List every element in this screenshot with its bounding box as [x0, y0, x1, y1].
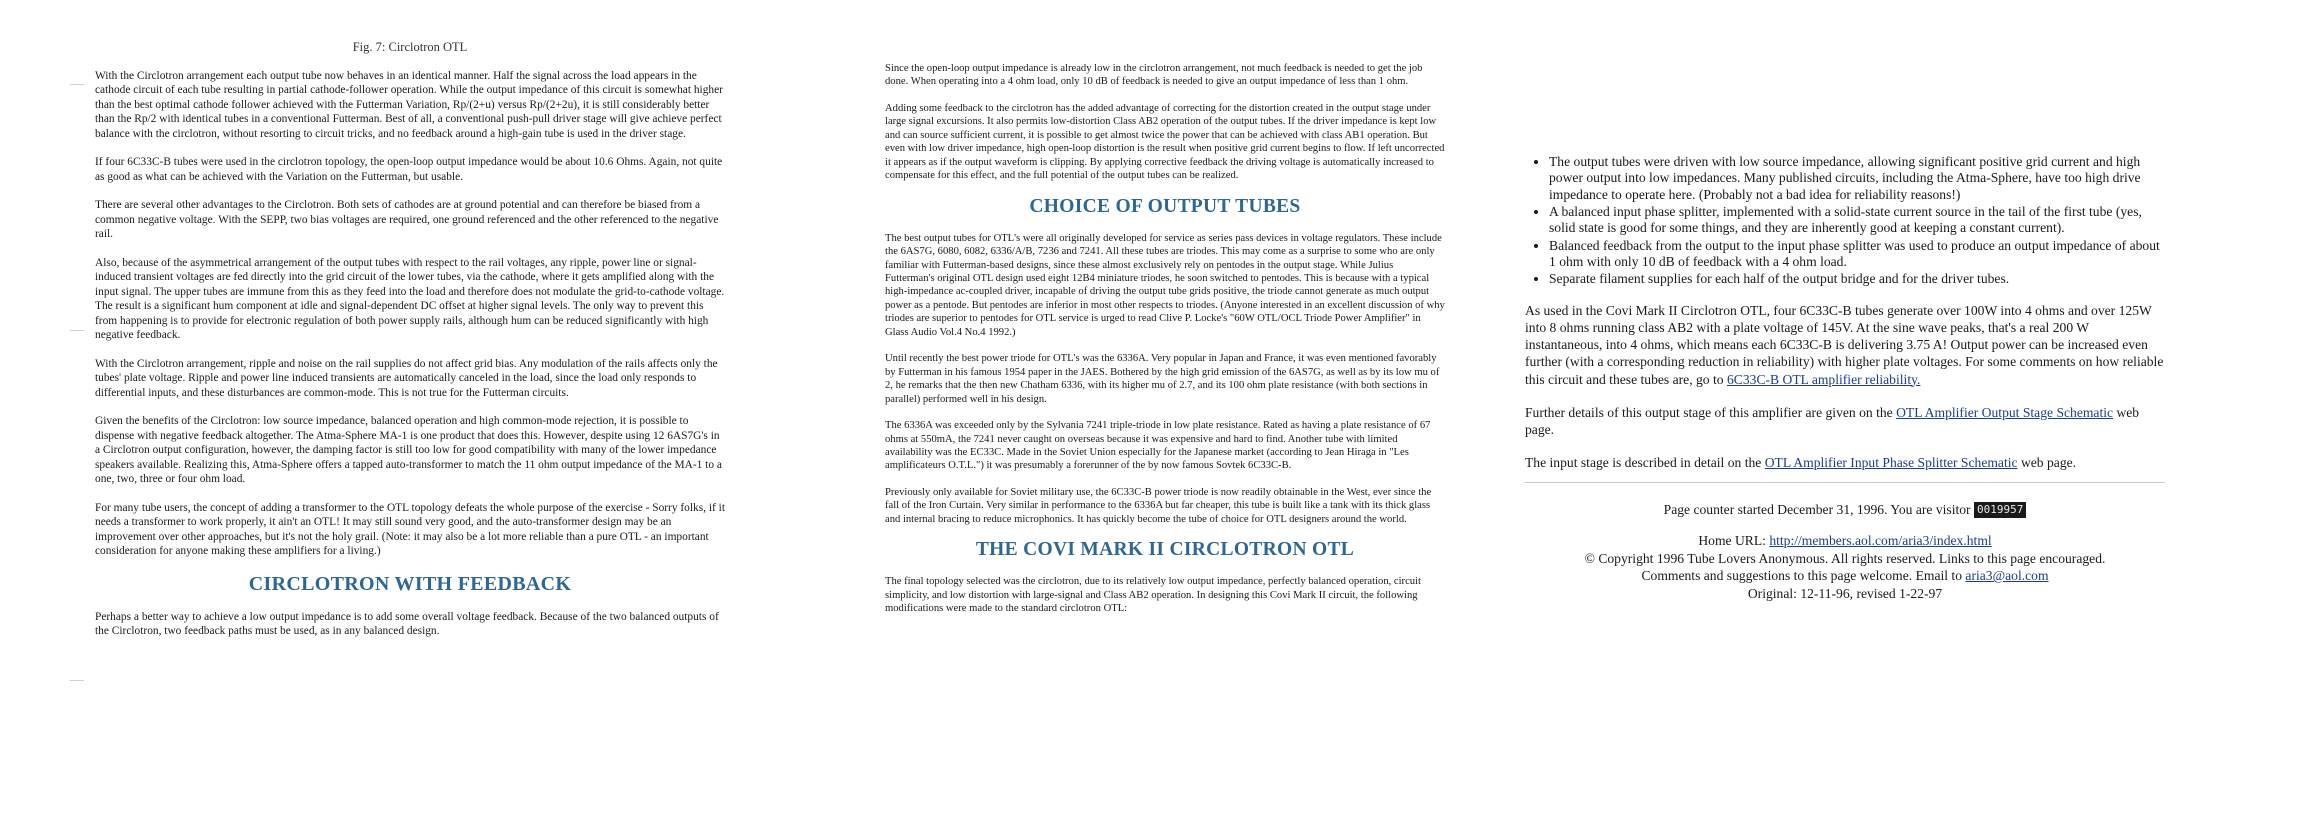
margin-mark — [70, 330, 84, 331]
paragraph — [1525, 454, 2165, 471]
paragraph-text: As used in the Covi Mark II Circlotron OTL, four 6C33C-B tubes generate over 100W into 4 ohms and over 125W into 8 ohms running class AB2 with a plate voltage of 145V. At the sine wave peaks, that's a real 200 W instantaneous, into 4 ohms, which means each 6C33C-B is delivering 3.75 A! Output power can be increased even further (with a corresponding reduction in reliability) with higher plate voltages. For some comments on how reliable this circuit and these tubes are, go to — [1525, 302, 2164, 387]
comments-line — [1525, 567, 2165, 584]
figure-caption: Fig. 7: Circlotron OTL — [352, 40, 468, 54]
section-heading: THE COVI MARK II CIRCLOTRON OTL — [975, 539, 1355, 561]
reliability-link[interactable]: 6C33C-B OTL amplifier reliability. — [1726, 371, 1921, 387]
list-item: • Balanced feedback from the output to the input phase splitter was used to produce an output impedance of about 1 ohm with only 10 dB of feedback with a 4 ohm load. — [1549, 238, 2165, 271]
paragraph: The 6336A was exceeded only by the Sylvania 7241 triple-triode in low plate resistance. Rated as having a plate resistance of 67 ohms at 550mA, the 7241 never caught on overseas because it was expensive and hard to find. Another tube with limited availability was the EC33C. Made in the Soviet Union especially for the Japanese market (according to Jean Hiraga in "Les amplificateurs O.T.L.") it was presumably a forerunner of the by now famous Sovtek 6C33C-B. — [885, 420, 1431, 472]
list-item: • A balanced input phase splitter, implemented with a solid-state current source in the tail of the first tube (yes, solid state is good for some things, and they are inherently good at keeping a constant current). — [1549, 204, 2165, 237]
paragraph: For many tube users, the concept of adding a transformer to the OTL topology defeats the whole purpose of the exercise - Sorry folks, if it needs a transformer to work properly, it ain't an OTL! It may still sound very good, and the auto-transformer design may be an improvement over other approaches, but it's not the holy grail. (Note: it may also be a lot more reliable than a pure OTL - an important consideration for anyone making these amplifiers for a living.) — [95, 501, 725, 558]
list-item: • Separate filament supplies for each half of the output bridge and for the driver tubes. — [1549, 271, 2165, 287]
paragraph: The final topology selected was the circlotron, due to its relatively low output impedance, perfectly balanced operation, circuit simplicity, and low distortion with large-signal and Class AB2 operation. In designing this Covi Mark II circuit, the following modifications were made to the standard circlotron OTL: — [885, 576, 1421, 615]
output-stage-schematic-link[interactable]: OTL Amplifier Output Stage Schematic — [1896, 404, 2114, 420]
column-left — [95, 0, 725, 653]
paragraph-text: web page. — [2017, 455, 2077, 471]
copyright-line: © Copyright 1996 Tube Lovers Anonymous. All rights reserved. Links to this page encouraged. — [1584, 550, 2106, 566]
home-url-line — [1525, 532, 2165, 549]
column-middle — [885, 62, 1445, 629]
paragraph: Previously only available for Soviet military use, the 6C33C-B power triode is now readily obtainable in the West, ever since the fall of the Iron Curtain. Very similar in performance to the 6336A but far cheaper, this tube is built like a tank with its thick glass and internal bracing to reduce microphonics. It has quickly become the tube of choice for OTL designers around the world. — [885, 486, 1432, 525]
paragraph-text: web page. — [1525, 404, 2140, 437]
paragraph — [1525, 302, 2165, 388]
modification-list — [1525, 154, 2165, 288]
paragraph: Also, because of the asymmetrical arrangement of the output tubes with respect to the rail voltages, any ripple, power line or signal-induced transient voltages are fed directly into the grid circuit of the lower tubes, via the cathode, where it gets amplified along with the input signal. The upper tubes are immune from this as they feed into the load and therefore does not modulate the grid-to-cathode voltage. The result is a significant hum component at idle and signal-dependent DC offset at higher signal levels. The only way to prevent this from happening is to provide for electronic regulation of both power supply rails, although hum can be reduced significantly with high negative feedback. — [95, 256, 725, 342]
email-link[interactable]: aria3@aol.com — [1965, 568, 2049, 584]
paragraph: The best output tubes for OTL's were all originally developed for service as series pass devices in voltage regulators. These include the 6AS7G, 6080, 6082, 6336/A/B, 7236 and 7241. All these tubes are triodes. This may come as a surprise to some who are only familiar with Futterman-based designs, since these almost exclusively rely on pentodes in the output stage. While Julius Futterman's original OTL design used eight 12B4 miniature triodes, he soon switched to pentodes. This is because with a typical high-impedance ac-coupled driver, incapable of driving the output tube grids positive, the triode cannot generate as much output power as a pentode. But pentodes are inferior in most other respects to triodes. (Anyone interested in an excellent discussion of why triodes are superior to pentodes for OTL service is urged to read Clive P. Locke's "60W OTL/OCL Triode Power Amplifier" in Glass Audio Vol.4 No.4 1992.) — [885, 232, 1445, 338]
paragraph: Until recently the best power triode for OTL's was the 6336A. Very popular in Japan and France, it was even mentioned favorably by Futterman in his famous 1954 paper in the JAES. Bothered by the high grid emission of the 6AS7G, as well as by its low mu of 2, he remarks that the then new Chatham 6336, with its higher mu of 2.7, and its 100 ohm plate resistance (with both sections in parallel) performed well in his design. — [885, 353, 1440, 405]
paragraph: Perhaps a better way to achieve a low output impedance is to add some overall voltage feedback. Because of the two balanced outputs of the Circlotron, two feedback paths must be used, as in any balanced design. — [95, 610, 719, 638]
divider — [1525, 482, 2165, 483]
paragraph: With the Circlotron arrangement each output tube now behaves in an identical manner. Half the signal across the load appears in the cathode circuit of each tube resulting in partial cathode-follower operation. While the output impedance of this circuit is somewhat higher than the best optimal cathode follower achieved with the Futterman Variation, Rp/(2+u) versus Rp/(2+2u), it is still considerably better than the Rp/2 with identical tubes in a conventional Futterman. Best of all, a conventional push-pull driver stage will give achieve perfect balance with the circlotron, without resorting to circuit tricks, and no feedback around a high-gain tube is used in the driver stage. — [95, 70, 723, 140]
original-date-line: Original: 12-11-96, revised 1-22-97 — [1747, 585, 1943, 601]
home-url-label: Home URL: — [1698, 533, 1770, 549]
paragraph: There are several other advantages to the Circlotron. Both sets of cathodes are at ground potential and can therefore be biased from a common negative voltage. With the SEPP, two bias voltages are required, one ground referenced and the other referenced to the negative rail. — [95, 199, 719, 241]
section-heading: CHOICE OF OUTPUT TUBES — [1029, 195, 1301, 217]
footer — [1525, 532, 2165, 602]
section-heading: CIRCLOTRON WITH FEEDBACK — [248, 572, 572, 595]
paragraph-text: Further details of this output stage of this amplifier are given on the — [1525, 404, 1893, 420]
paragraph: Given the benefits of the Circlotron: low source impedance, balanced operation and high common-mode rejection, it is possible to dispense with negative feedback altogether. The Atma-Sphere MA-1 is one product that does this. However, despite using 12 6AS7G's in a Circlotron output configuration, however, the damping factor is still too low for good compatibility with many of the lower impedance speakers available. Realizing this, Atma-Sphere offers a tapped auto-transformer to match the 11 ohm output impedance of the MA-1 to a one, two, three or four ohm load. — [95, 415, 722, 486]
paragraph — [1525, 404, 2165, 439]
visitor-counter: 0019957 — [1974, 502, 2026, 518]
margin-mark — [70, 680, 84, 681]
visitor-counter-line — [1525, 501, 2165, 519]
counter-text: Page counter started December 31, 1996. You are visitor — [1663, 501, 1971, 517]
input-phase-splitter-link[interactable]: OTL Amplifier Input Phase Splitter Schematic — [1764, 455, 2018, 471]
home-url-link[interactable]: http://members.aol.com/aria3/index.html — [1769, 533, 1992, 549]
paragraph: If four 6C33C-B tubes were used in the circlotron topology, the open-loop output impedance would be about 10.6 Ohms. Again, not quite as good as what can be achieved with the Variation on the Futterman, but usable. — [95, 156, 723, 183]
comments-text: Comments and suggestions to this page welcome. Email to — [1641, 568, 1966, 584]
list-item: • The output tubes were driven with low source impedance, allowing significant positive grid current and high power output into low impedances. Many published circuits, including the Atma-Sphere, have too high drive impedance to operate here. (Probably not a bad idea for reliability reasons!) — [1549, 154, 2165, 203]
paragraph: Since the open-loop output impedance is already low in the circlotron arrangement, not much feedback is needed to get the job done. When operating into a 4 ohm load, only 10 dB of feedback is needed to give an output impedance of less than 1 ohm. — [885, 63, 1423, 88]
paragraph-text: The input stage is described in detail on the — [1525, 455, 1762, 471]
paragraph: Adding some feedback to the circlotron has the added advantage of correcting for the distortion created in the output stage under large signal excursions. It also permits low-distortion Class AB2 operation of the output tubes. If the driver impedance is kept low and can source sufficient current, it is possible to get almost twice the power that can be achieved with class AB1 operation. But even with low driver impedance, high open-loop distortion is the result when positive grid current begins to flow. If left uncorrected it appears as if the output waveform is clipping. By applying corrective feedback the driving voltage is automatically increased to compensate for this effect, and the full potential of the output tubes can be realized. — [885, 102, 1445, 182]
paragraph: With the Circlotron arrangement, ripple and noise on the rail supplies do not affect grid bias. Any modulation of the rails affects only the tubes' plate voltage. Ripple and power line induced transients are automatically canceled in the load, since the load only responds to differential inputs, and these disturbances are common-mode. This is not true for the Futterman circuits. — [95, 357, 718, 399]
column-right — [1525, 0, 2165, 602]
margin-mark — [70, 84, 84, 85]
